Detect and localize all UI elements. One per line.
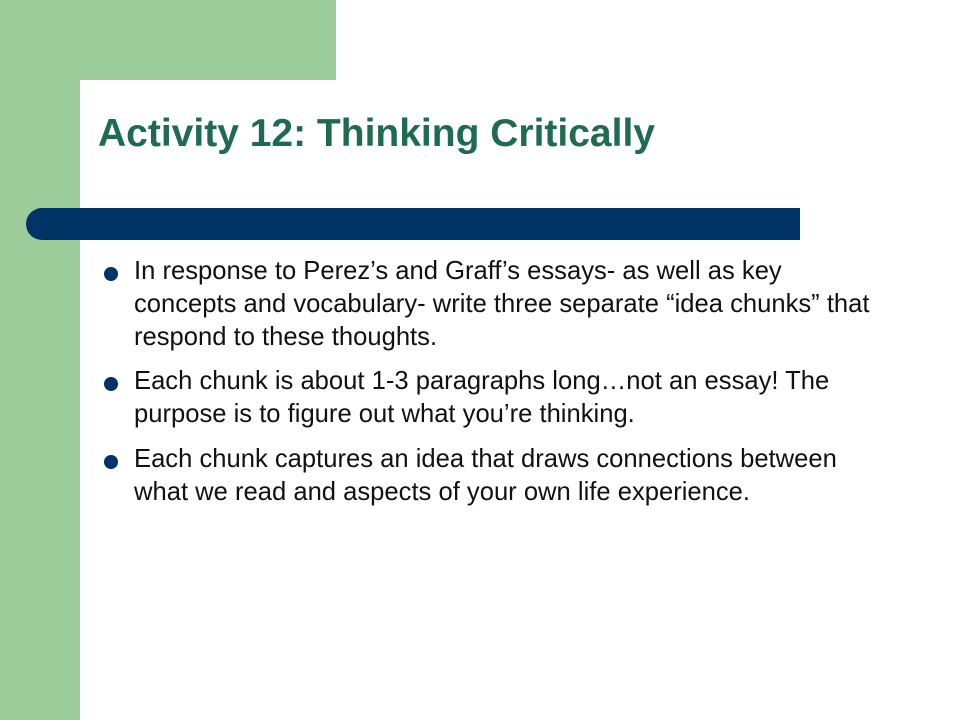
bullet-dot-icon bbox=[104, 377, 118, 391]
bullet-list bbox=[104, 255, 884, 520]
bullet-item bbox=[104, 255, 884, 353]
bullet-text: Each chunk is about 1-3 paragraphs long…not an essay! The purpose is to figure out what you’re thinking. bbox=[134, 367, 830, 428]
bullet-text: In response to Perez’s and Graff’s essays- as well as key concepts and vocabulary- write three separate “idea chunks” that respond to these thoughts. bbox=[134, 257, 870, 351]
bullet-item bbox=[104, 443, 884, 509]
bullet-item bbox=[104, 365, 884, 431]
bullet-dot-icon bbox=[104, 267, 118, 281]
top-accent-block bbox=[80, 0, 336, 80]
bullet-dot-icon bbox=[104, 455, 118, 469]
bullet-text: Each chunk captures an idea that draws connections between what we read and aspects of your own life experience. bbox=[134, 444, 837, 506]
slide-title: Activity 12: Thinking Critically bbox=[98, 112, 655, 155]
left-accent-band bbox=[0, 0, 80, 720]
title-divider-bar bbox=[26, 208, 800, 240]
